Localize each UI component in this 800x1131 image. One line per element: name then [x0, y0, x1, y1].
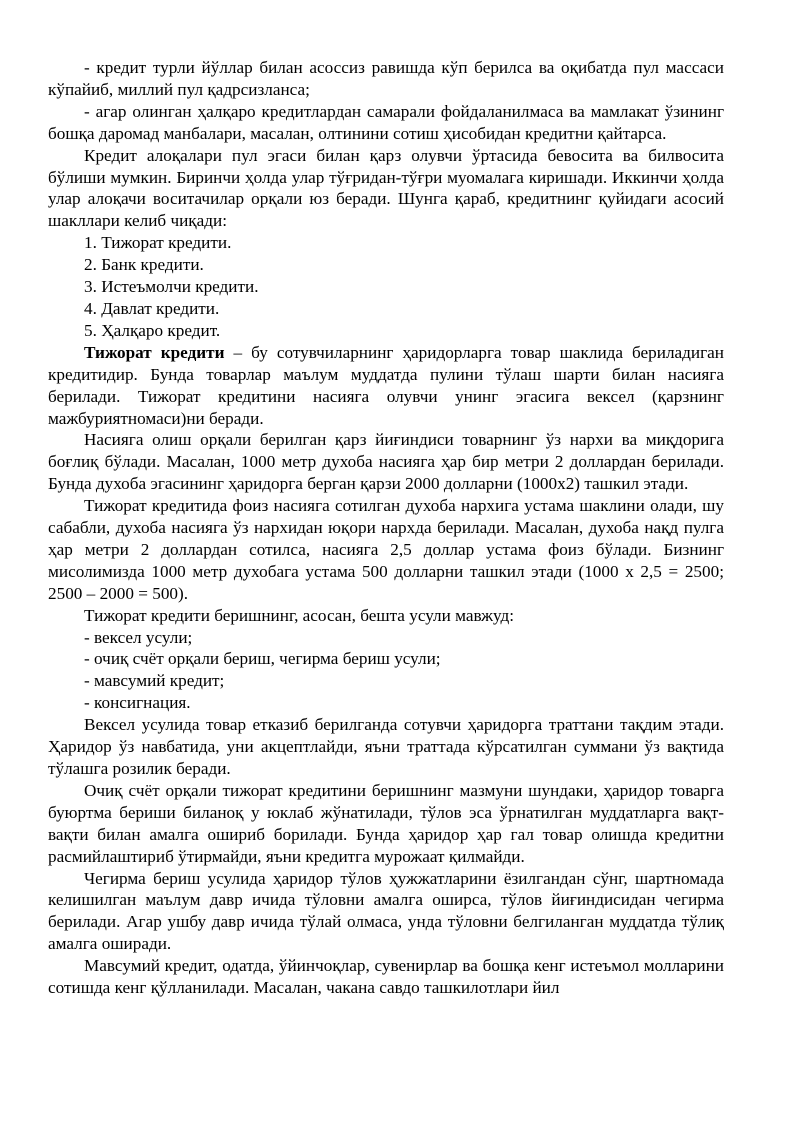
term-commercial-credit: Тижорат кредити	[84, 342, 225, 362]
list-item: - мавсумий кредит;	[84, 671, 225, 691]
paragraph-seasonal-credit: Мавсумий кредит, одатда, ўйинчоқлар, сувенирлар ва бошқа кенг истеъмол молларини сотишда кенг қўлланилади. Масалан, чакана савдо ташкилотлари йил	[48, 956, 724, 998]
paragraph-bill-method: Вексел усулида товар етказиб берилганда сотувчи ҳаридорга траттани тақдим этади. Ҳаридор ўз навбатида, уни акцептлайди, яъни траттада кўрсатилган суммани ўз вақтида тўлашга розилик беради.	[48, 715, 724, 778]
paragraph-commercial-credit-definition	[48, 342, 724, 430]
list-item: - вексел усули;	[84, 627, 193, 647]
list-item: 4. Давлат кредити.	[84, 298, 220, 318]
list-item: 3. Истеъмолчи кредити.	[84, 277, 259, 297]
paragraph-foreign-credit-condition: - агар олинган ҳалқаро кредитлардан самарали фойдаланилмаса ва мамлакат ўзининг бошқа даромад манбалари, масалан, олтинини сотиш ҳисобидан кредитни қайтарса.	[48, 101, 724, 143]
paragraph-loan-amount-example: Насияга олиш орқали берилган қарз йиғиндиси товарнинг ўз нархи ва миқдорига боғлиқ бўлади. Масалан, 1000 метр духоба насияга ҳар бир метри 2 доллардан берилади. Бунда духоба эгасининг ҳаридорга берган қарзи 2000 долларни (1000х2) ташкил этади.	[48, 430, 724, 494]
paragraph-interest-markup-example: Тижорат кредитида фоиз насияга сотилган духоба нархига устама шаклини олади, шу сабабли, духоба насияга ўз нархидан юқори нархда берилади. Масалан, духоба нақд пулга ҳар метри 2 доллардан сотилса, насияга 2,5 доллар устама фоиз бўлади. Бизнинг мисолимизда 1000 метр духобага устама 500 долларни ташкил этади (1000 х 2,5 = 2500; 2500 – 2000 = 500).	[48, 496, 724, 603]
paragraph-inflation-condition: - кредит турли йўллар билан асоссиз равишда кўп берилса ва оқибатда пул массаси кўпайиб, миллий пул қадрсизланса;	[48, 58, 724, 99]
definition-text: – бу сотувчиларнинг ҳаридорларга товар шаклида бериладиган кредитидир. Бунда товарлар маълум муддатда пулини тўлаш шарти билан насияга берилади. Тижорат кредитини насияга олувчи унинг эгасига вексел (қарзнинг мажбуриятномаси)ни беради.	[48, 342, 724, 428]
credit-methods-list	[48, 627, 724, 715]
paragraph-open-account-method: Очиқ счёт орқали тижорат кредитини беришнинг мазмуни шундаки, ҳаридор товарга буюртма бериши биланоқ у юклаб жўнатилади, тўлов эса ўрнатилган муддатларга вақт-вақти билан амалга ошириб борилади. Бунда ҳаридор ҳар гал товар олишда кредитни расмийлаштириб ўтирмайди, яъни кредитга мурожаат қилмайди.	[48, 780, 724, 866]
paragraph-methods-intro: Тижорат кредити беришнинг, асосан, бешта усули мавжуд:	[84, 605, 515, 625]
list-item: - консигнация.	[84, 693, 191, 713]
list-item: - очиқ счёт орқали бериш, чегирма бериш усули;	[84, 649, 441, 669]
paragraph-credit-relations: Кредит алоқалари пул эгаси билан қарз олувчи ўртасида бевосита ва билвосита бўлиши мумкин. Биринчи ҳолда улар тўғридан-тўғри муомалага киришади. Иккинчи ҳолда улар алоқачи воситачилар орқали юз беради. Шунга қараб, кредитнинг қуйидаги асосий шакллари келиб чиқади:	[48, 145, 724, 231]
list-item: 1. Тижорат кредити.	[84, 233, 232, 253]
list-item: 5. Ҳалқаро кредит.	[84, 320, 221, 340]
list-item: 2. Банк кредити.	[84, 255, 204, 275]
credit-forms-list	[48, 232, 724, 342]
paragraph-discount-method: Чегирма бериш усулида ҳаридор тўлов ҳужжатларини ёзилгандан сўнг, шартномада келишилган маълум давр ичида тўловни амалга оширса, тўлов йиғиндисидан чегирма берилади. Агар ушбу давр ичида тўлай олмаса, унда тўловни белгиланган муддатда тўлиқ амалга оширади.	[48, 868, 724, 954]
